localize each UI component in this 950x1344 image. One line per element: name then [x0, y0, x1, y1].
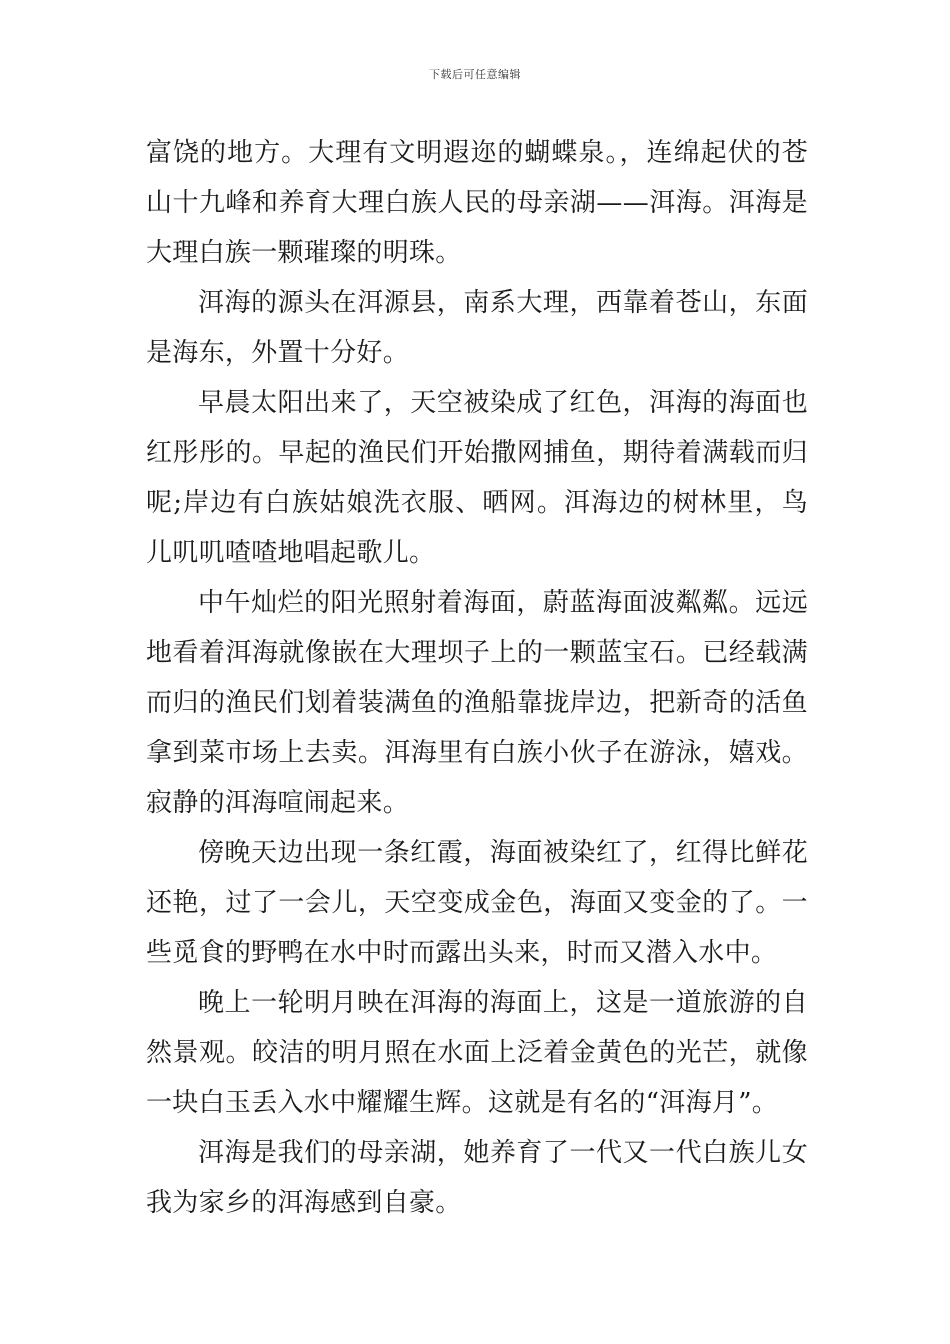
paragraph-2: 洱海的源头在洱源县，南系大理，西靠着苍山，东面是海东，外置十分好。 [146, 288, 808, 368]
paragraph-4: 中午灿烂的阳光照射着海面，蔚蓝海面波粼粼。远远地看着洱海就像嵌在大理坝子上的一颗蓝宝石。已经载满而归的渔民们划着装满鱼的渔船靠拢岸边，把新奇的活鱼拿到菜市场上去卖。洱海里有白族小伙子在游泳，嬉戏。寂静的洱海喧闹起来。 [146, 588, 808, 818]
paragraph-3: 早晨太阳出来了，天空被染成了红色，洱海的海面也红彤彤的。早起的渔民们开始撒网捕鱼，期待着满载而归呢;岸边有白族姑娘洗衣服、晒网。洱海边的树林里，鸟儿叽叽喳喳地唱起歌儿。 [146, 388, 808, 568]
paragraph-5: 傍晚天边出现一条红霞，海面被染红了，红得比鲜花还艳，过了一会儿，天空变成金色，海面又变金的了。一些觅食的野鸭在水中时而露出头来，时而又潜入水中。 [146, 838, 808, 968]
paragraph-6: 晚上一轮明月映在洱海的海面上，这是一道旅游的自然景观。皎洁的明月照在水面上泛着金黄色的光芒，就像一块白玉丢入水中耀耀生辉。这就是有名的“洱海月”。 [146, 988, 808, 1118]
document-body [146, 128, 808, 1228]
header-note: 下载后可任意编辑 [429, 68, 521, 81]
paragraph-7: 洱海是我们的母亲湖，她养育了一代又一代白族儿女我为家乡的洱海感到自豪。 [146, 1138, 808, 1218]
paragraph-1: 富饶的地方。大理有文明遐迩的蝴蝶泉。，连绵起伏的苍山十九峰和养育大理白族人民的母亲湖——洱海。洱海是大理白族一颗璀璨的明珠。 [146, 138, 808, 268]
